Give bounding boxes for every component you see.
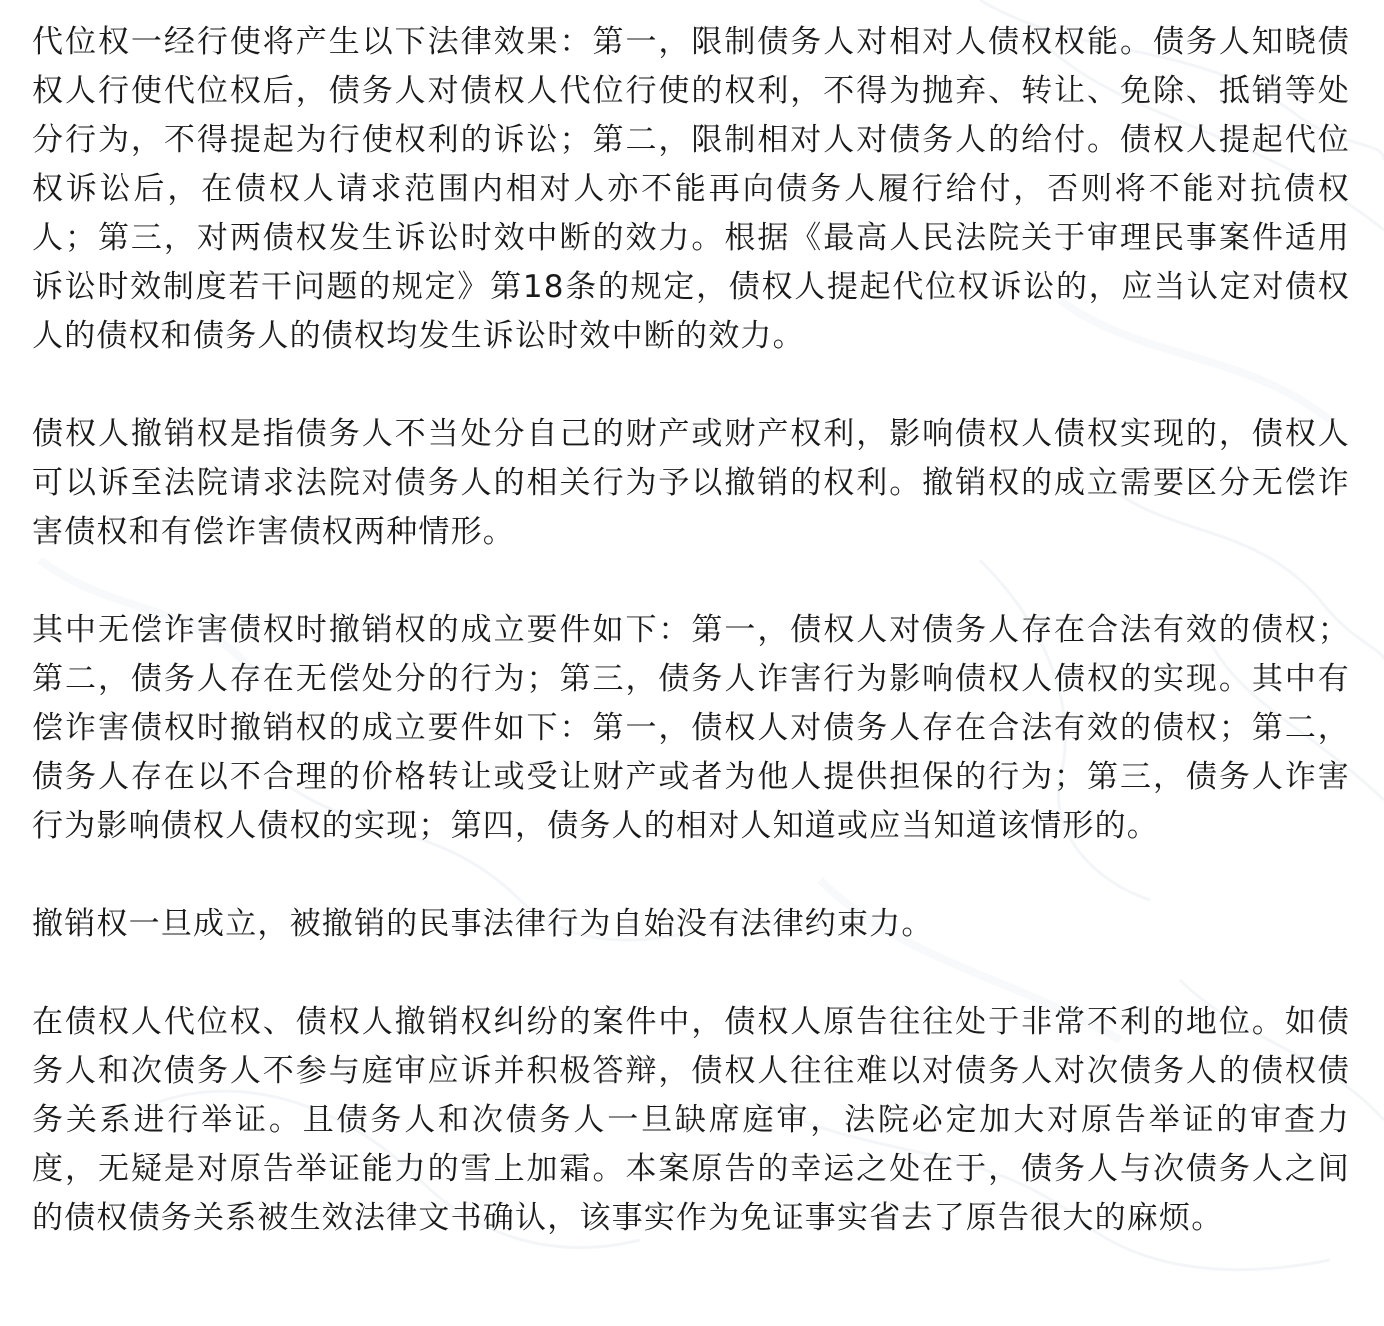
paragraph: 在债权人代位权、债权人撤销权纠纷的案件中，债权人原告往往处于非常不利的地位。如债务人和次债务人不参与庭审应诉并积极答辩，债权人往往难以对债务人对次债务人的债权债务关系进行举证。且债务人和次债务人一旦缺席庭审，法院必定加大对原告举证的审查力度，无疑是对原告举证能力的雪上加霜。本案原告的幸运之处在于，债务人与次债务人之间的债权债务关系被生效法律文书确认，该事实作为免证事实省去了原告很大的麻烦。	[32, 1004, 1350, 1236]
paragraph: 代位权一经行使将产生以下法律效果：第一，限制债务人对相对人债权权能。债务人知晓债权人行使代位权后，债务人对债权人代位行使的权利，不得为抛弃、转让、免除、抵销等处分行为，不得提起为行使权利的诉讼；第二，限制相对人对债务人的给付。债权人提起代位权诉讼后，在债权人请求范围内相对人亦不能再向债务人履行给付，否则将不能对抗债权人；第三，对两债权发生诉讼时效中断的效力。根据《最高人民法院关于审理民事案件适用诉讼时效制度若干问题的规定》第18条的规定，债权人提起代位权诉讼的，应当认定对债权人的债权和债务人的债权均发生诉讼时效中断的效力。	[32, 24, 1350, 354]
article-body	[32, 18, 1350, 1243]
paragraph: 其中无偿诈害债权时撤销权的成立要件如下：第一，债权人对债务人存在合法有效的债权；第二，债务人存在无偿处分的行为；第三，债务人诈害行为影响债权人债权的实现。其中有偿诈害债权时撤销权的成立要件如下：第一，债权人对债务人存在合法有效的债权；第二，债务人存在以不合理的价格转让或受让财产或者为他人提供担保的行为；第三，债务人诈害行为影响债权人债权的实现；第四，债务人的相对人知道或应当知道该情形的。	[32, 612, 1350, 844]
paragraph: 撤销权一旦成立，被撤销的民事法律行为自始没有法律约束力。	[32, 906, 934, 942]
paragraph: 债权人撤销权是指债务人不当处分自己的财产或财产权利，影响债权人债权实现的，债权人可以诉至法院请求法院对债务人的相关行为予以撤销的权利。撤销权的成立需要区分无偿诈害债权和有偿诈害债权两种情形。	[32, 416, 1350, 550]
